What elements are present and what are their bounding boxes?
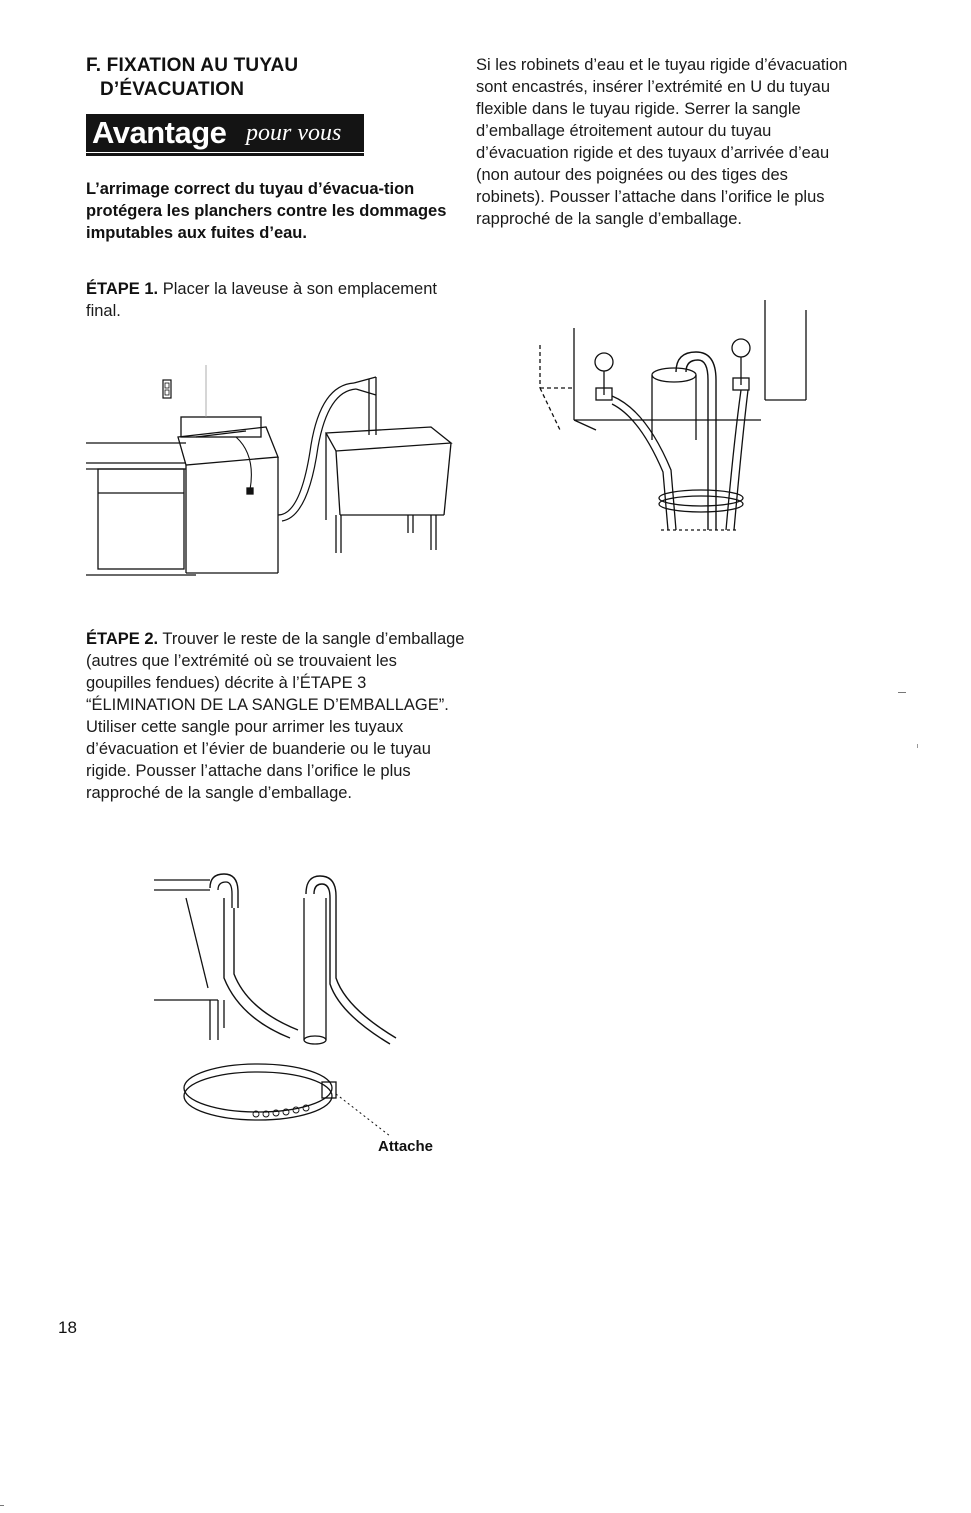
page-number: 18 bbox=[58, 1318, 77, 1337]
section-title bbox=[86, 54, 466, 102]
washer-laundry-tub-illustration bbox=[86, 365, 458, 580]
step2-paragraph bbox=[86, 628, 466, 804]
figure-caption-attache: Attache bbox=[378, 1138, 434, 1155]
hose-strap-clamp-illustration bbox=[150, 868, 410, 1138]
step1-text: Placer la laveuse à son emplacement final. bbox=[86, 280, 437, 320]
step2-text: Trouver le reste de la sangle d’emballage (autres que l’extrémité où se trouvaient les goupilles fendues) décrite à l’ÉTAPE 3 “ÉLIMINATION DE LA SANGLE D’EMBALLAGE”. Utiliser cette sangle pour arrimer les tuyaux d’évacuation et l’évier de buanderie ou le tuyau rigide. Pousser l’attache dans l’orifice le plus rapproché de la sangle d’emballage. bbox=[86, 630, 465, 802]
banner-underline bbox=[86, 153, 364, 156]
scan-mark bbox=[917, 744, 918, 748]
scan-mark bbox=[0, 1505, 4, 1506]
step1-label: ÉTAPE 1. bbox=[86, 280, 159, 298]
section-title-line2: D’ÉVACUATION bbox=[100, 79, 245, 100]
banner-word-big: Avantage bbox=[92, 115, 227, 150]
standpipe-faucets-illustration bbox=[536, 300, 811, 540]
avantage-banner bbox=[86, 114, 364, 152]
step1-paragraph bbox=[86, 278, 458, 322]
section-title-line1: F. FIXATION AU TUYAU bbox=[86, 55, 299, 76]
right-paragraph: Si les robinets d’eau et le tuyau rigide d’évacuation sont encastrés, insérer l’extrémité en U du tuyau flexible dans le tuyau rigide. Serrer la sangle d’emballage étroitement autour du tuyau d’évacuation rigide et des tuyaux d’arrivée d’eau (non autour des poignées ou des tiges des robinets). Pousser l’attache dans l’orifice le plus rapproché de la sangle d’emballage. bbox=[476, 56, 848, 228]
banner-word-small: pour vous bbox=[246, 120, 342, 146]
lead-paragraph: L’arrimage correct du tuyau d’évacua-tion protégera les planchers contre les dommages imputables aux fuites d’eau. bbox=[86, 180, 447, 242]
scan-mark bbox=[898, 692, 906, 693]
step2-label: ÉTAPE 2. bbox=[86, 630, 159, 648]
